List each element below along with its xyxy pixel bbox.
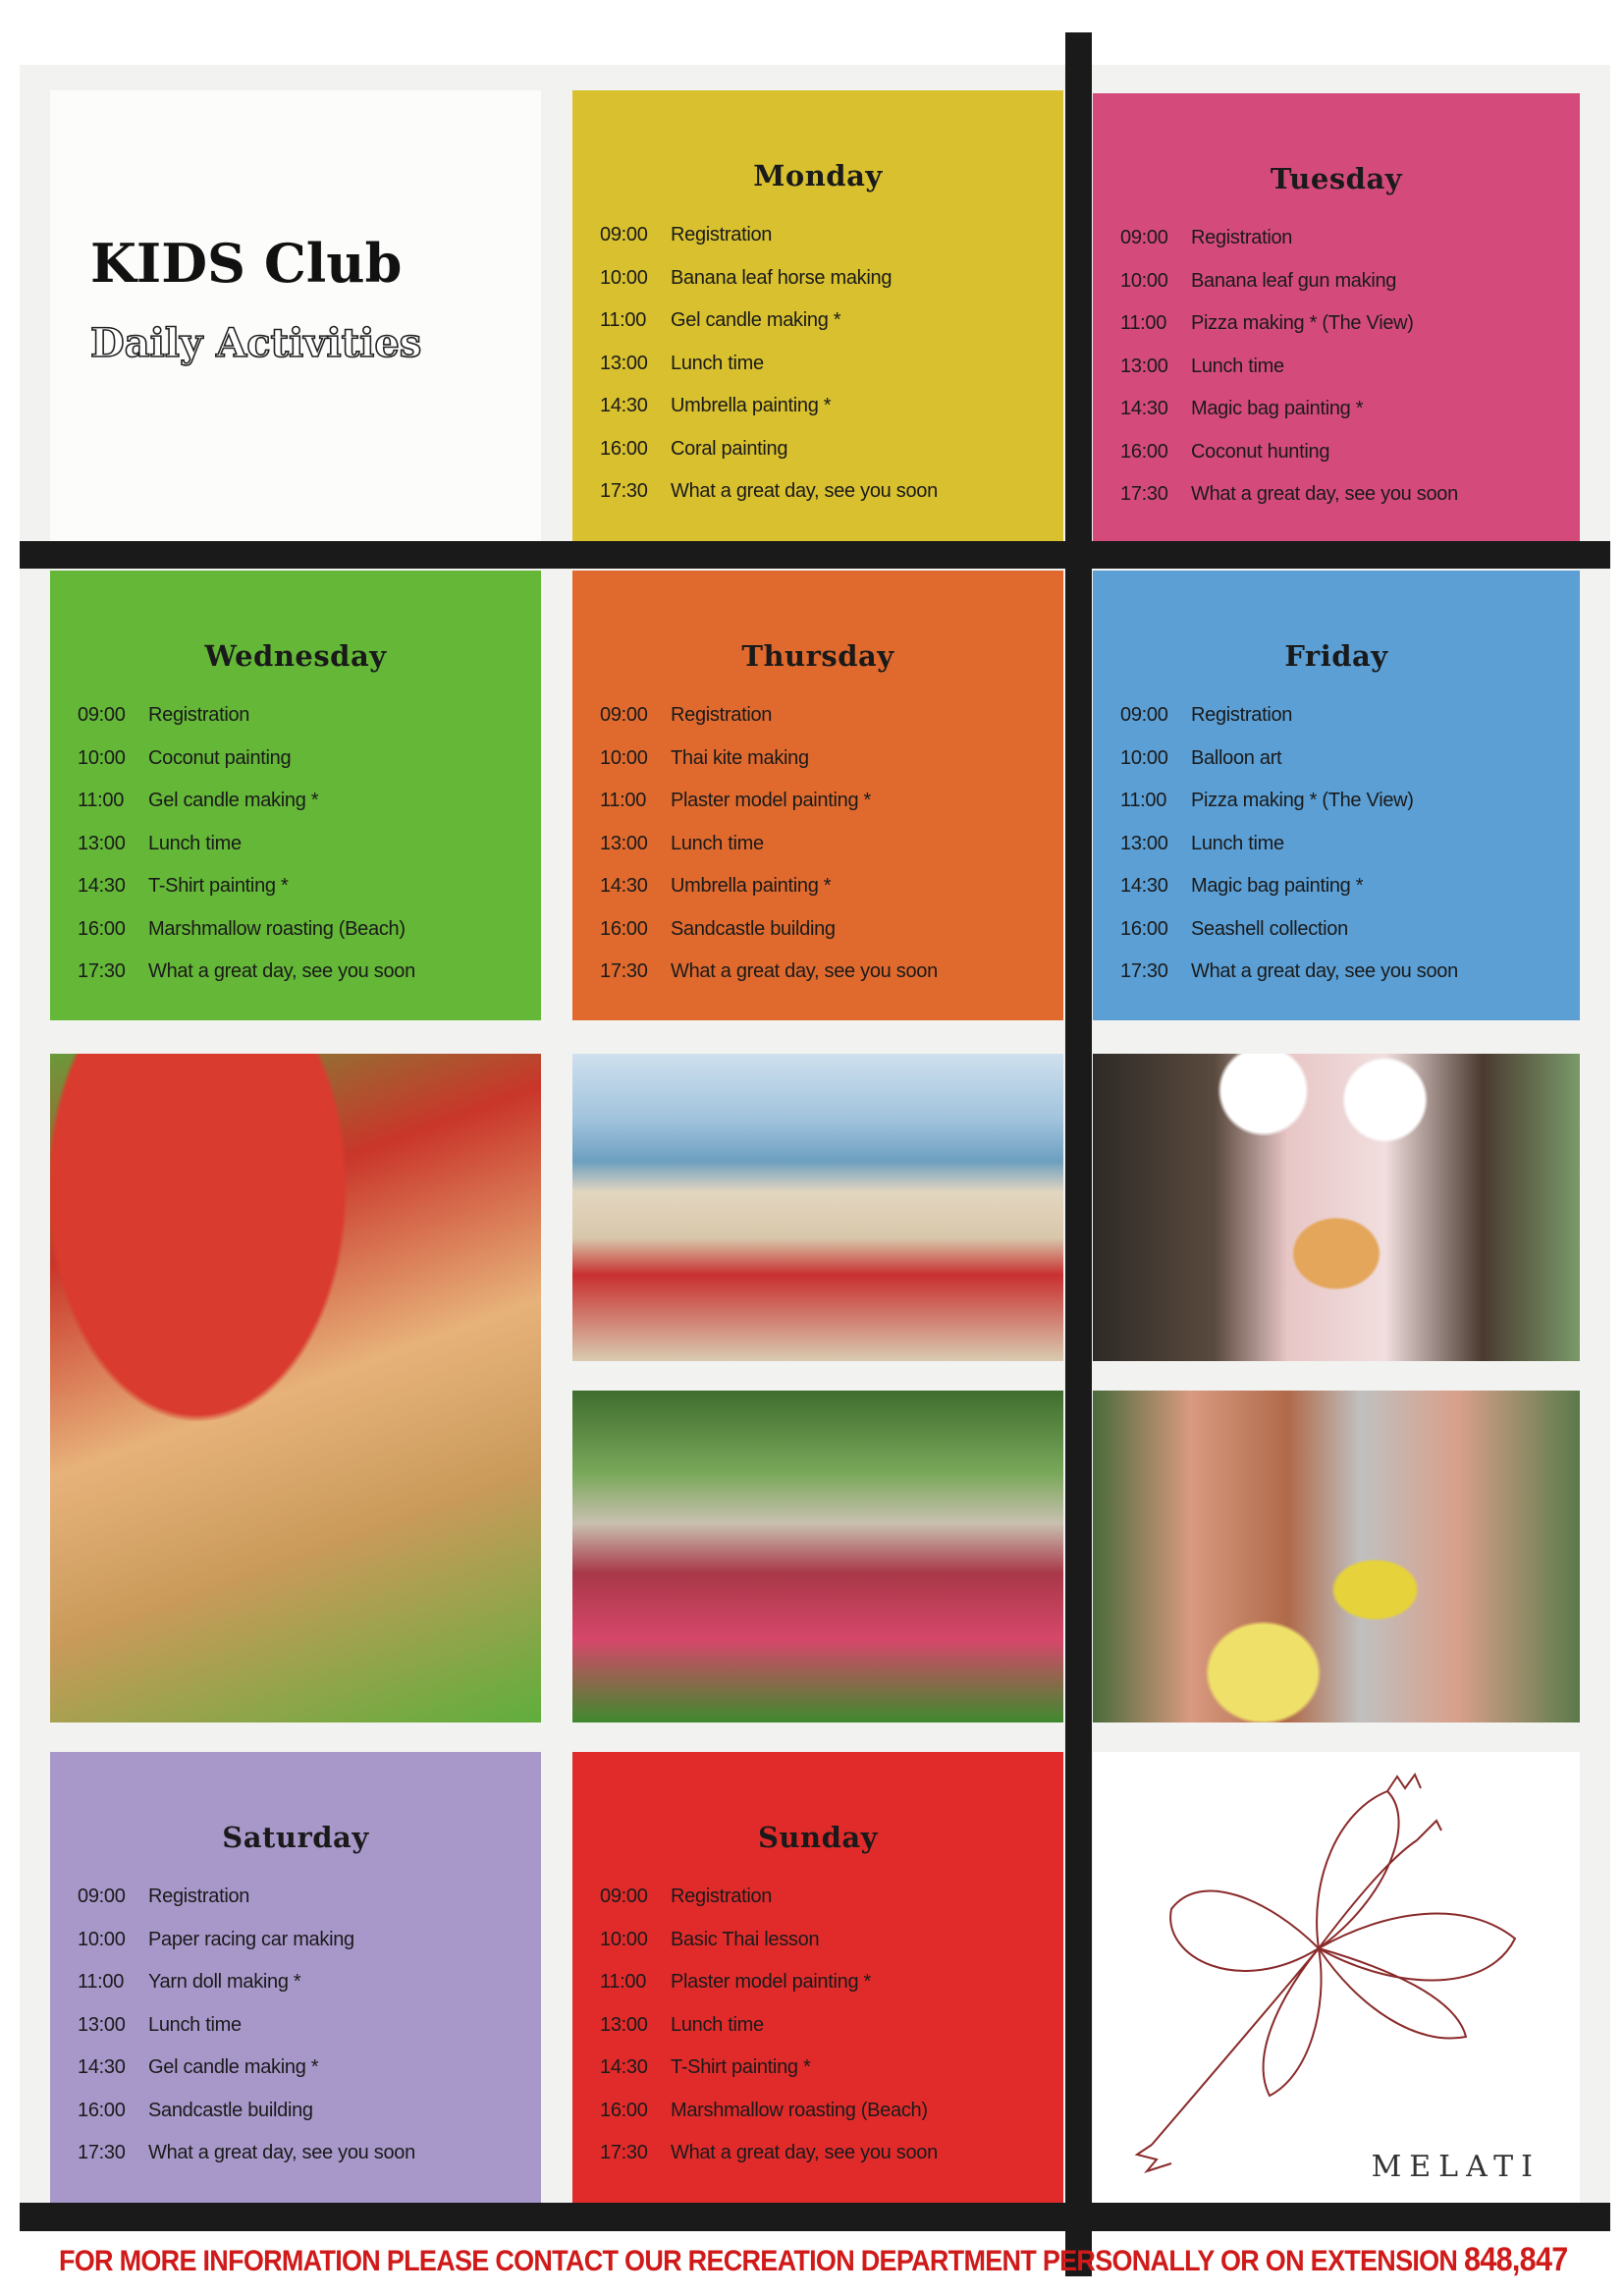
schedule-time: 16:00 xyxy=(600,917,648,940)
schedule-activity: Lunch time xyxy=(671,352,764,374)
schedule-activity: Coconut hunting xyxy=(1191,440,1330,463)
schedule-time: 14:30 xyxy=(600,395,648,417)
schedule-activity: Pizza making * (The View) xyxy=(1191,790,1414,812)
schedule-row xyxy=(1093,346,1580,389)
schedule-row xyxy=(1093,388,1580,431)
schedule-activity: T-Shirt painting * xyxy=(671,2056,811,2079)
schedule-time: 14:30 xyxy=(78,875,126,898)
schedule-time: 14:30 xyxy=(1120,398,1168,420)
schedule-time: 10:00 xyxy=(600,746,648,769)
schedule-activity: Umbrella painting * xyxy=(671,395,832,417)
divider-horizontal-bottom xyxy=(20,2203,1610,2231)
schedule-activity: Gel candle making * xyxy=(671,309,841,332)
schedule-time: 09:00 xyxy=(78,1886,126,1908)
day-panel-friday xyxy=(1093,571,1580,1020)
schedule-activity: Basic Thai lesson xyxy=(671,1928,820,1950)
day-panel-thursday xyxy=(572,571,1063,1020)
day-title: Sunday xyxy=(757,1821,879,1854)
schedule-row xyxy=(1093,302,1580,346)
schedule-row xyxy=(1093,217,1580,260)
schedule-row xyxy=(1093,738,1580,781)
schedule-activity: Lunch time xyxy=(148,832,242,854)
schedule-row xyxy=(50,2090,541,2133)
schedule-activity: Marshmallow roasting (Beach) xyxy=(148,917,406,940)
schedule-time: 11:00 xyxy=(78,790,125,812)
photo-garden-picnic xyxy=(572,1391,1063,1722)
schedule-time: 10:00 xyxy=(600,266,648,289)
schedule-activity: Seashell collection xyxy=(1191,917,1348,940)
schedule-activity: Lunch time xyxy=(148,2013,242,2036)
footer-extension: 848,847 xyxy=(1464,2241,1568,2278)
schedule-activity: Registration xyxy=(148,1886,250,1908)
schedule-row xyxy=(572,2004,1063,2048)
schedule-time: 14:30 xyxy=(600,2056,648,2079)
schedule-time: 13:00 xyxy=(78,832,126,854)
schedule-activity: Coconut painting xyxy=(148,746,292,769)
schedule-activity: Magic bag painting * xyxy=(1191,875,1364,898)
day-title: Wednesday xyxy=(204,639,387,673)
schedule-activity: What a great day, see you soon xyxy=(671,960,938,983)
schedule-time: 16:00 xyxy=(78,917,126,940)
day-title: Saturday xyxy=(222,1821,369,1854)
schedule-row xyxy=(572,1919,1063,1962)
schedule-row xyxy=(50,951,541,994)
schedule-time: 13:00 xyxy=(78,2013,126,2036)
schedule-time: 17:30 xyxy=(600,960,648,983)
schedule-activity: What a great day, see you soon xyxy=(1191,483,1458,506)
schedule-activity: Lunch time xyxy=(671,2013,764,2036)
divider-horizontal-top xyxy=(20,541,1610,569)
schedule-time: 09:00 xyxy=(78,704,126,727)
schedule-row xyxy=(572,865,1063,908)
schedule-row xyxy=(572,1876,1063,1919)
schedule-row xyxy=(572,780,1063,823)
schedule-activity: Thai kite making xyxy=(671,746,809,769)
schedule-activity: Banana leaf horse making xyxy=(671,266,893,289)
schedule-activity: What a great day, see you soon xyxy=(148,960,415,983)
schedule-time: 11:00 xyxy=(78,1971,125,1994)
schedule-row xyxy=(1093,780,1580,823)
melati-logo-text: MELATI xyxy=(1371,2150,1541,2184)
schedule-activity: Plaster model painting * xyxy=(671,790,872,812)
schedule-activity: Lunch time xyxy=(671,832,764,854)
schedule-time: 09:00 xyxy=(1120,704,1168,727)
schedule-activity: Plaster model painting * xyxy=(671,1971,872,1994)
schedule-row xyxy=(50,2004,541,2048)
schedule-row xyxy=(572,2047,1063,2090)
schedule-row xyxy=(50,1961,541,2004)
schedule-activity: What a great day, see you soon xyxy=(671,2142,938,2164)
schedule-activity: Gel candle making * xyxy=(148,790,319,812)
schedule-time: 10:00 xyxy=(78,746,126,769)
schedule-time: 13:00 xyxy=(600,832,648,854)
schedule-row xyxy=(50,823,541,866)
schedule-row xyxy=(1093,823,1580,866)
schedule-activity: T-Shirt painting * xyxy=(148,875,289,898)
schedule-activity: Umbrella painting * xyxy=(671,875,832,898)
schedule-time: 16:00 xyxy=(600,2099,648,2121)
schedule-activity: Gel candle making * xyxy=(148,2056,319,2079)
schedule-activity: Registration xyxy=(1191,227,1293,249)
schedule-activity: Coral painting xyxy=(671,437,788,460)
schedule-time: 16:00 xyxy=(1120,917,1168,940)
schedule-activity: Magic bag painting * xyxy=(1191,398,1364,420)
schedule-activity: Sandcastle building xyxy=(671,917,836,940)
footer-contact xyxy=(59,2241,1568,2279)
schedule-row xyxy=(572,214,1063,257)
logo-panel xyxy=(1093,1752,1580,2203)
schedule-activity: Paper racing car making xyxy=(148,1928,354,1950)
schedule-activity: What a great day, see you soon xyxy=(1191,960,1458,983)
schedule-row xyxy=(1093,694,1580,738)
day-panel-monday xyxy=(572,90,1063,541)
day-panel-tuesday xyxy=(1093,93,1580,541)
schedule-time: 13:00 xyxy=(600,352,648,374)
schedule-time: 17:30 xyxy=(1120,960,1168,983)
schedule-row xyxy=(572,694,1063,738)
schedule-time: 09:00 xyxy=(600,224,648,246)
day-panel-sunday xyxy=(572,1752,1063,2203)
schedule-time: 11:00 xyxy=(1120,312,1167,335)
day-panel-saturday xyxy=(50,1752,541,2203)
footer-text: FOR MORE INFORMATION PLEASE CONTACT OUR RECREATION DEPARTMENT PERSONALLY OR ON EXTENSION xyxy=(59,2245,1458,2277)
schedule-time: 13:00 xyxy=(600,2013,648,2036)
schedule-activity: Pizza making * (The View) xyxy=(1191,312,1414,335)
schedule-time: 17:30 xyxy=(78,2142,126,2164)
schedule-time: 16:00 xyxy=(1120,440,1168,463)
photo-beach-cushions xyxy=(572,1054,1063,1361)
schedule-activity: Marshmallow roasting (Beach) xyxy=(671,2099,928,2121)
schedule-time: 14:30 xyxy=(1120,875,1168,898)
schedule-time: 14:30 xyxy=(78,2056,126,2079)
schedule-row xyxy=(50,738,541,781)
schedule-row xyxy=(572,1961,1063,2004)
schedule-time: 16:00 xyxy=(78,2099,126,2121)
schedule-activity: What a great day, see you soon xyxy=(148,2142,415,2164)
schedule-time: 17:30 xyxy=(1120,483,1168,506)
schedule-row xyxy=(572,300,1063,343)
schedule-row xyxy=(572,2132,1063,2175)
schedule-row xyxy=(50,2047,541,2090)
schedule-row xyxy=(50,908,541,952)
schedule-activity: Lunch time xyxy=(1191,355,1284,377)
schedule-row xyxy=(572,738,1063,781)
schedule-row xyxy=(572,470,1063,514)
photo-kids-painting xyxy=(50,1054,541,1722)
schedule-activity: Sandcastle building xyxy=(148,2099,313,2121)
page-subtitle: Daily Activities xyxy=(90,320,422,366)
schedule-time: 13:00 xyxy=(1120,355,1168,377)
schedule-time: 11:00 xyxy=(600,309,647,332)
title-panel xyxy=(50,90,541,541)
schedule-time: 16:00 xyxy=(600,437,648,460)
schedule-activity: Registration xyxy=(148,704,250,727)
day-title: Monday xyxy=(753,159,883,192)
schedule-activity: Registration xyxy=(671,1886,773,1908)
schedule-row xyxy=(572,257,1063,301)
schedule-activity: Lunch time xyxy=(1191,832,1284,854)
schedule-time: 10:00 xyxy=(1120,746,1168,769)
schedule-row xyxy=(572,428,1063,471)
schedule-time: 09:00 xyxy=(1120,227,1168,249)
schedule-time: 17:30 xyxy=(78,960,126,983)
schedule-row xyxy=(50,1876,541,1919)
schedule-time: 10:00 xyxy=(600,1928,648,1950)
schedule-time: 13:00 xyxy=(1120,832,1168,854)
photo-bbq-kids xyxy=(1093,1391,1580,1722)
schedule-row xyxy=(1093,951,1580,994)
schedule-row xyxy=(50,780,541,823)
schedule-row xyxy=(572,908,1063,952)
schedule-time: 10:00 xyxy=(78,1928,126,1950)
schedule-row xyxy=(1093,908,1580,952)
schedule-row xyxy=(572,823,1063,866)
schedule-time: 09:00 xyxy=(600,1886,648,1908)
schedule-row xyxy=(50,1919,541,1962)
page-title: KIDS Club xyxy=(90,232,403,295)
schedule-row xyxy=(1093,865,1580,908)
schedule-time: 11:00 xyxy=(600,790,647,812)
photo-pizza-chefs xyxy=(1093,1054,1580,1361)
schedule-row xyxy=(1093,473,1580,517)
day-title: Friday xyxy=(1284,639,1388,673)
schedule-activity: Yarn doll making * xyxy=(148,1971,301,1994)
schedule-time: 09:00 xyxy=(600,704,648,727)
schedule-row xyxy=(50,2132,541,2175)
schedule-row xyxy=(50,865,541,908)
schedule-row xyxy=(572,343,1063,386)
schedule-activity: What a great day, see you soon xyxy=(671,480,938,503)
schedule-row xyxy=(572,385,1063,428)
schedule-activity: Registration xyxy=(1191,704,1293,727)
schedule-activity: Balloon art xyxy=(1191,746,1282,769)
divider-vertical xyxy=(1065,32,1092,2276)
schedule-activity: Registration xyxy=(671,224,773,246)
schedule-row xyxy=(572,951,1063,994)
day-panel-wednesday xyxy=(50,571,541,1020)
schedule-activity: Banana leaf gun making xyxy=(1191,269,1397,292)
schedule-row xyxy=(1093,260,1580,303)
schedule-time: 11:00 xyxy=(1120,790,1167,812)
schedule-row xyxy=(1093,431,1580,474)
schedule-time: 17:30 xyxy=(600,2142,648,2164)
day-title: Tuesday xyxy=(1270,162,1403,195)
schedule-time: 10:00 xyxy=(1120,269,1168,292)
schedule-time: 11:00 xyxy=(600,1971,647,1994)
schedule-row xyxy=(50,694,541,738)
schedule-time: 17:30 xyxy=(600,480,648,503)
melati-flower-logo xyxy=(1093,1752,1580,2203)
schedule-row xyxy=(572,2090,1063,2133)
day-title: Thursday xyxy=(741,639,894,673)
schedule-time: 14:30 xyxy=(600,875,648,898)
schedule-activity: Registration xyxy=(671,704,773,727)
